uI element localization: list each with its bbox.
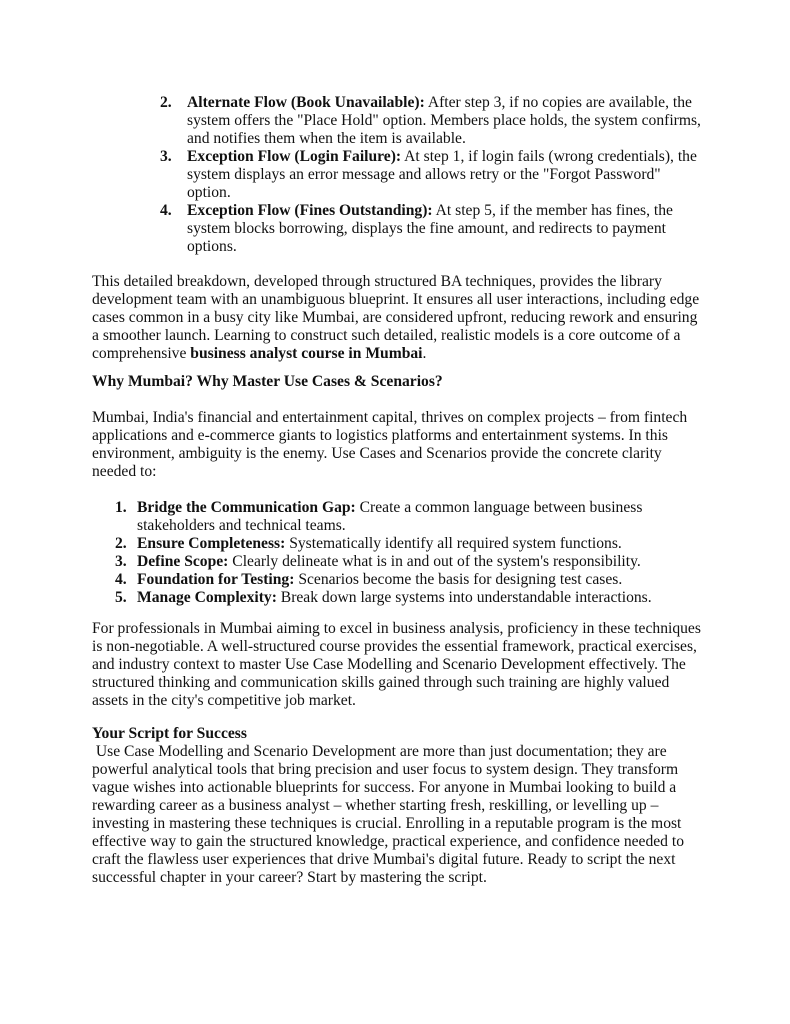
paragraph-conclusion: Use Case Modelling and Scenario Development are more than just documentation; they are powerful analytical tools that bring precision and user focus to system design. They transform vague wishes into actionable blueprints for success. For anyone in Mumbai looking to build a rewarding career as a business analyst – whether starting fresh, reskilling, or levelling up – investing in mastering these techniques is crucial. Enrolling in a reputable program is the most effective way to gain the structured knowledge, practical experience, and confidence needed to craft the flawless user experiences that drive Mumbai's digital future. Ready to script the next successful chapter in your career? Start by mastering the script. — [92, 743, 688, 886]
list-item: 4. Foundation for Testing: Scenarios become the basis for designing test cases. — [115, 571, 623, 588]
list-item: 5. Manage Complexity: Break down large systems into understandable interactions. — [115, 589, 652, 606]
list-item: 3. Define Scope: Clearly delineate what is in and out of the system's responsibility. — [115, 553, 641, 570]
flow-list — [160, 94, 708, 256]
heading-script-for-success: Your Script for Success — [92, 725, 247, 742]
list-item: 2. Alternate Flow (Book Unavailable): After step 3, if no copies are available, the system offers the "Place Hold" option. Members place holds, the system confirms, and notifies them when the item is available. — [160, 94, 701, 147]
paragraph-professionals: For professionals in Mumbai aiming to excel in business analysis, proficiency in these techniques is non-negotiable. A well-structured course provides the essential framework, practical exercises, and industry context to master Use Case Modelling and Scenario Development effectively. The structured thinking and communication skills gained through such training are highly valued assets in the city's competitive job market. — [92, 620, 701, 709]
list-item: 2. Ensure Completeness: Systematically identify all required system functions. — [115, 535, 622, 552]
list-item: 4. Exception Flow (Fines Outstanding): At step 5, if the member has fines, the system blocks borrowing, displays the fine amount, and redirects to payment options. — [160, 202, 673, 255]
reasons-list — [115, 499, 675, 607]
paragraph-mumbai: Mumbai, India's financial and entertainment capital, thrives on complex projects – from fintech applications and e-commerce giants to logistics platforms and entertainment systems. In this environment, ambiguity is the enemy. Use Cases and Scenarios provide the concrete clarity needed to: — [92, 409, 688, 480]
heading-why-mumbai: Why Mumbai? Why Master Use Cases & Scenarios? — [92, 373, 443, 390]
list-item: 3. Exception Flow (Login Failure): At step 1, if login fails (wrong credentials), the system displays an error message and allows retry or the "Forgot Password" option. — [160, 148, 697, 201]
list-item: 1. Bridge the Communication Gap: Create a common language between business stakeholders and technical teams. — [115, 499, 643, 534]
paragraph-breakdown: This detailed breakdown, developed through structured BA techniques, provides the library development team with an unambiguous blueprint. It ensures all user interactions, including edge cases common in a busy city like Mumbai, are considered upfront, reducing rework and ensuring a smoother launch. Learning to construct such detailed, realistic models is a core outcome of a comprehensive business analyst course in Mumbai. — [92, 273, 700, 362]
